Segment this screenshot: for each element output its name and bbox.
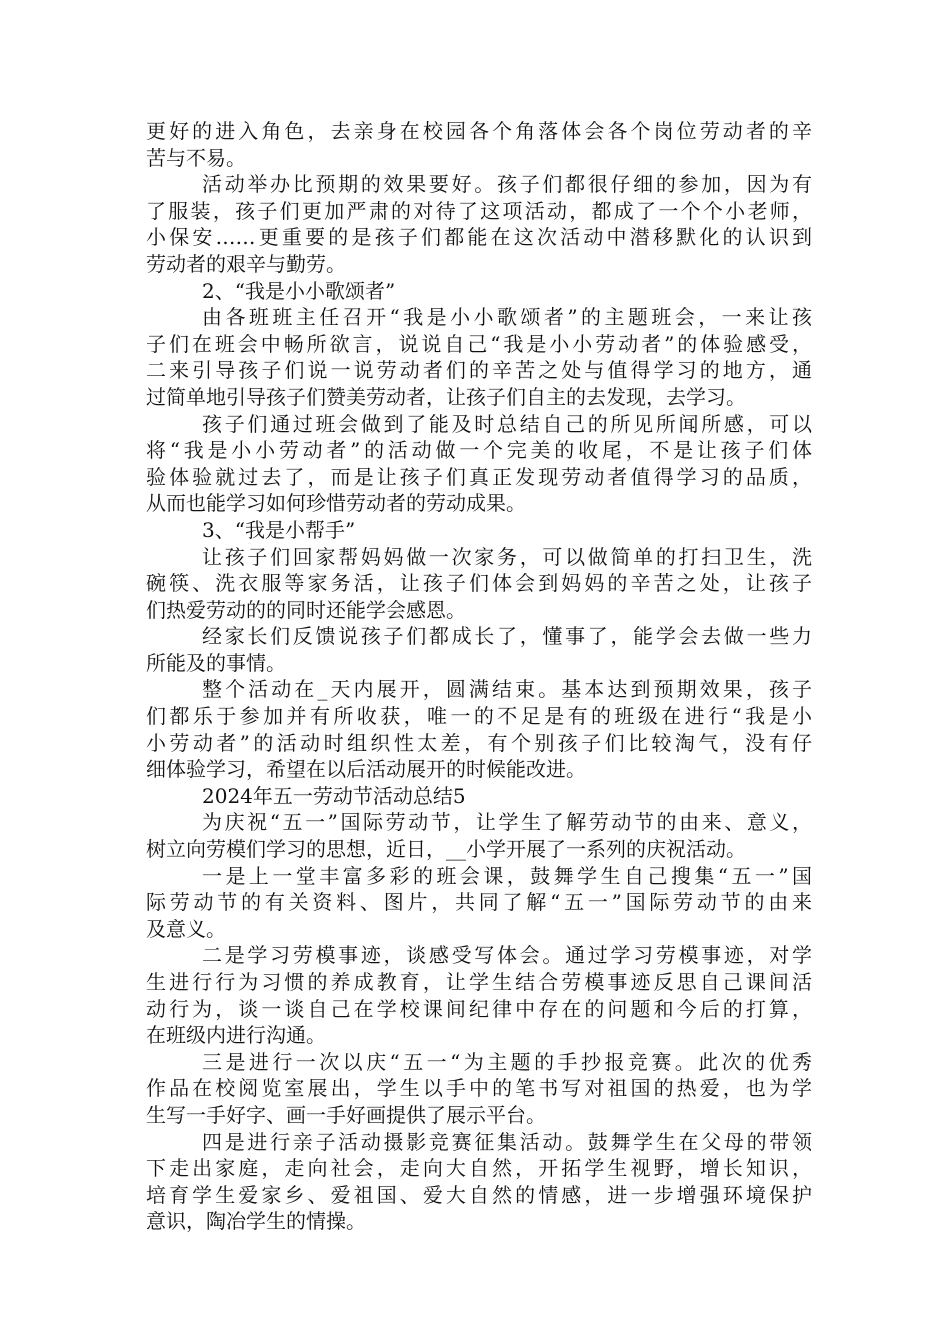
text-line: 树立向劳模们学习的思想，近日，__小学开展了一系列的庆祝活动。 <box>146 837 746 862</box>
text-line: 小保安……更重要的是孩子们都能在这次活动中潜移默化的认识到 <box>146 225 812 250</box>
text-line: 小劳动者”的活动时组织性太差，有个别孩子们比较淘气，没有仔 <box>146 730 812 755</box>
text-line: 意识，陶冶学生的情操。 <box>146 1209 366 1234</box>
text-line: 们都乐于参加并有所收获，唯一的不足是有的班级在进行“我是小 <box>146 704 812 729</box>
text-line: 孩子们通过班会做到了能及时总结自己的所见所闻所感，可以 <box>202 411 812 436</box>
text-line: 了服装，孩子们更加严肃的对待了这项活动，都成了一个个小老师， <box>146 198 812 223</box>
text-line: 下走出家庭，走向社会，走向大自然，开拓学生视野，增长知识， <box>146 1156 812 1181</box>
document-page <box>146 118 812 1235</box>
text-line: 从而也能学习如何珍惜劳动者的劳动成果。 <box>146 491 526 516</box>
text-line: 碗筷、洗衣服等家务活，让孩子们体会到妈妈的辛苦之处，让孩子 <box>146 571 812 596</box>
text-line: 劳动者的艰辛与勤劳。 <box>146 251 346 276</box>
text-line: 2024年五一劳动节活动总结5 <box>202 783 466 808</box>
text-line: 2、“我是小小歌颂者” <box>202 278 396 303</box>
text-line: 生进行行为习惯的养成教育，让学生结合劳模事迹反思自己课间活 <box>146 970 812 994</box>
text-line: 整个活动在_天内展开，圆满结束。基本达到预期效果，孩子 <box>202 677 812 702</box>
text-line: 活动举办比预期的效果要好。孩子们都很仔细的参加，因为有 <box>202 172 812 197</box>
text-line: 及意义。 <box>146 916 226 941</box>
text-line: 二是学习劳模事迹，谈感受写体会。通过学习劳模事迹，对学 <box>202 943 812 968</box>
text-line: 细体验学习，希望在以后活动展开的时候能改进。 <box>146 757 586 782</box>
text-line: 由各班班主任召开“我是小小歌颂者”的主题班会，一来让孩 <box>202 305 812 330</box>
text-line: 子们在班会中畅所欲言，说说自己“我是小小劳动者”的体验感受， <box>146 331 812 356</box>
text-line: 作品在校阅览室展出，学生以手中的笔书写对祖国的热爱，也为学 <box>146 1076 812 1101</box>
text-line: 让孩子们回家帮妈妈做一次家务，可以做简单的打扫卫生，洗 <box>202 544 812 569</box>
text-line: 四是进行亲子活动摄影竞赛征集活动。鼓舞学生在父母的带领 <box>202 1129 812 1154</box>
text-line: 一是上一堂丰富多彩的班会课，鼓舞学生自己搜集“五一”国 <box>202 863 812 888</box>
text-line: 将“我是小小劳动者”的活动做一个完美的收尾，不是让孩子们体 <box>146 438 812 463</box>
text-line: 为庆祝“五一”国际劳动节，让学生了解劳动节的由来、意义， <box>202 810 812 835</box>
text-line: 过简单地引导孩子们赞美劳动者，让孩子们自主的去发现，去学习。 <box>146 384 746 409</box>
text-line: 们热爱劳动的的同时还能学会感恩。 <box>146 597 466 622</box>
text-line: 生写一手好字、画一手好画提供了展示平台。 <box>146 1102 546 1127</box>
text-line: 培育学生爱家乡、爱祖国、爱大自然的情感，进一步增强环境保护 <box>146 1182 812 1207</box>
text-line: 更好的进入角色，去亲身在校园各个角落体会各个岗位劳动者的辛 <box>146 119 812 143</box>
text-line: 在班级内进行沟通。 <box>146 1023 326 1048</box>
text-line: 二来引导孩子们说一说劳动者们的辛苦之处与值得学习的地方，通 <box>146 358 812 383</box>
text-line: 三是进行一次以庆“五一“为主题的手抄报竞赛。此次的优秀 <box>202 1049 812 1074</box>
text-line: 所能及的事情。 <box>146 650 286 675</box>
text-line: 3、“我是小帮手” <box>202 517 356 542</box>
text-line: 际劳动节的有关资料、图片，共同了解“五一”国际劳动节的由来 <box>146 890 812 915</box>
text-line: 动行为，谈一谈自己在学校课间纪律中存在的问题和今后的打算， <box>146 996 812 1021</box>
text-line: 验体验就过去了，而是让孩子们真正发现劳动者值得学习的品质， <box>146 464 812 489</box>
text-line: 经家长们反馈说孩子们都成长了，懂事了，能学会去做一些力 <box>202 624 812 649</box>
text-line: 苦与不易。 <box>146 145 246 170</box>
